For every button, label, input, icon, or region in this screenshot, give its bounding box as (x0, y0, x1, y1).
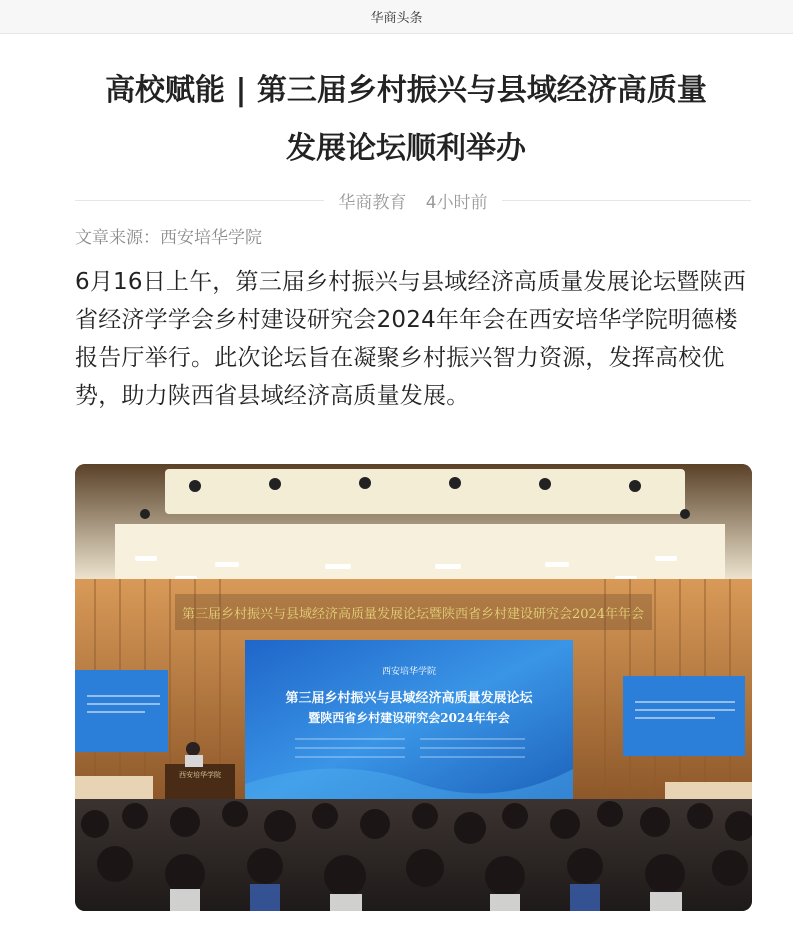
article-title: 高校赋能 | 第三届乡村振兴与县域经济高质量发展论坛顺利举办 (105, 73, 707, 166)
meta-info (324, 188, 501, 213)
article-photo[interactable] (75, 464, 752, 911)
conference-hall-photo (75, 464, 752, 911)
publish-time: 4小时前 (425, 192, 488, 213)
banner-text: 第三届乡村振兴与县域经济高质量发展论坛暨陕西省乡村建设研究会2024年年会 (181, 607, 645, 622)
podium-label: 西安培华学院 (179, 771, 221, 779)
article-meta (75, 187, 751, 213)
screen-school-name: 西安培华学院 (381, 667, 437, 677)
top-bar (0, 0, 793, 34)
app-title: 华商头条 (370, 11, 423, 26)
meta-divider-right (502, 200, 751, 201)
screen-title-line2: 暨陕西省乡村建设研究会2024年年会 (308, 711, 510, 725)
meta-divider-left (75, 200, 324, 201)
lead-paragraph: 6月16日上午，第三届乡村振兴与县域经济高质量发展论坛暨陕西省经济学学会乡村建设研究会2024年年会在西安培华学院明德楼报告厅举行。此次论坛旨在凝聚乡村振兴智力资源，发挥高校优势，助力陕西省县域经济高质量发展。 (75, 269, 746, 409)
screen-title-line1: 第三届乡村振兴与县域经济高质量发展论坛 (285, 691, 533, 706)
right-screen (623, 676, 745, 756)
author-link[interactable]: 华商教育 (338, 192, 407, 213)
left-screen (75, 670, 168, 752)
article-source: 文章来源：西安培华学院 (75, 228, 262, 248)
